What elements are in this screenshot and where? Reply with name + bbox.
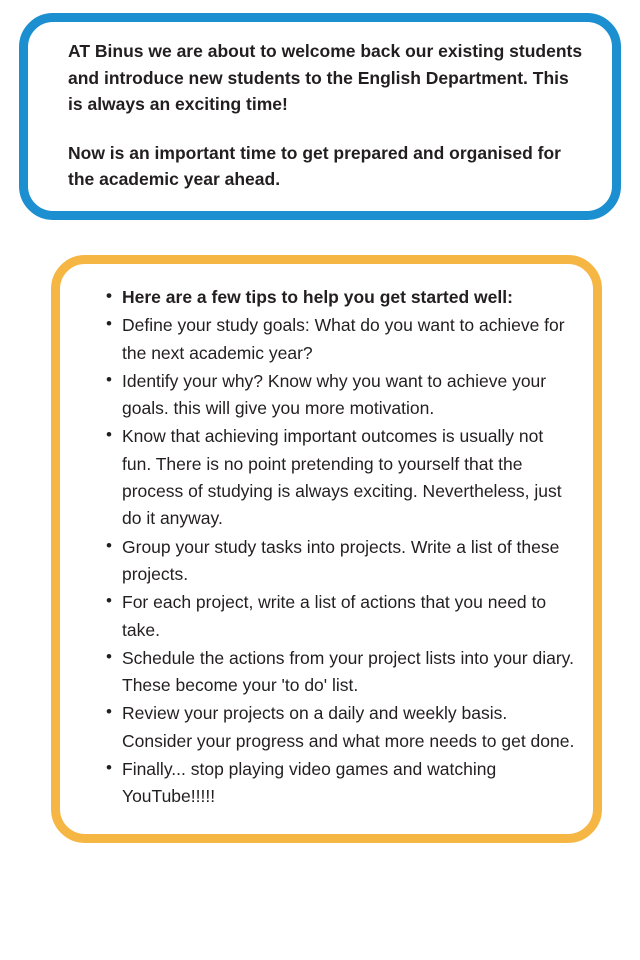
- list-item: • Schedule the actions from your project lists into your diary. These become your 'to do' list.: [106, 645, 575, 700]
- list-item: • For each project, write a list of actions that you need to take.: [106, 589, 575, 644]
- list-item: • Identify your why? Know why you want to achieve your goals. this will give you more motivation.: [106, 368, 575, 423]
- list-item: • Review your projects on a daily and weekly basis. Consider your progress and what more needs to get done.: [106, 700, 575, 755]
- list-item: • Define your study goals: What do you want to achieve for the next academic year?: [106, 312, 575, 367]
- list-item: • Here are a few tips to help you get started well:: [106, 284, 575, 311]
- intro-paragraph-1: AT Binus we are about to welcome back our existing students and introduce new students to the English Department. This is always an exciting time!: [68, 41, 583, 115]
- tips-card: [51, 255, 602, 843]
- list-item: • Know that achieving important outcomes is usually not fun. There is no point pretending to yourself that the process of studying is always exciting. Nevertheless, just do it anyway.: [106, 423, 575, 532]
- list-item: • Finally... stop playing video games and watching YouTube!!!!!: [106, 756, 575, 811]
- intro-paragraph-2: Now is an important time to get prepared and organised for the academic year ahead.: [68, 142, 561, 190]
- list-item: • Group your study tasks into projects. Write a list of these projects.: [106, 534, 575, 589]
- intro-card: [19, 13, 621, 220]
- tips-list: [76, 284, 575, 811]
